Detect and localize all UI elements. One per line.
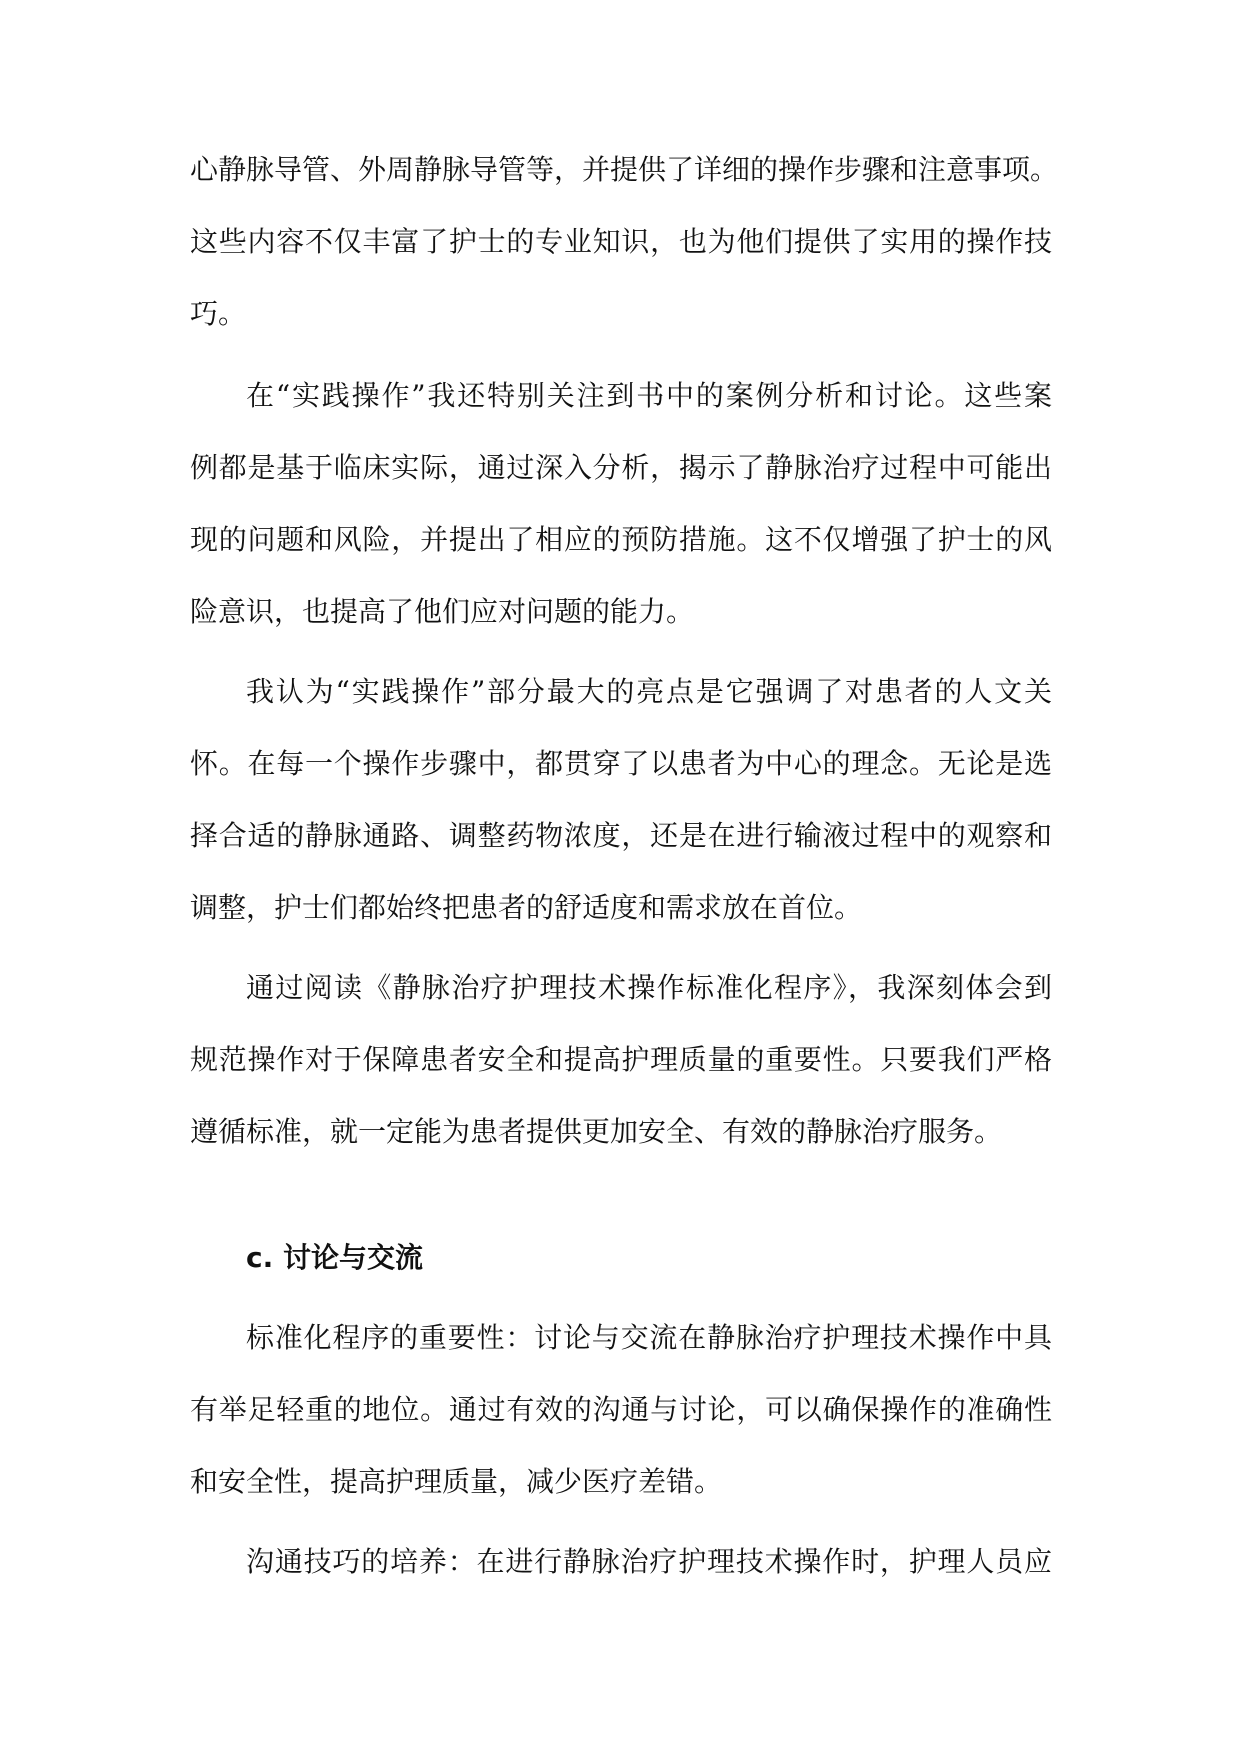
text-line: 沟通技巧的培养：在进行静脉治疗护理技术操作时，护理人员应 <box>246 1545 1052 1578</box>
text-line: 这些内容不仅丰富了护士的专业知识，也为他们提供了实用的操作技 <box>190 225 1052 258</box>
text-line: 遵循标准，就一定能为患者提供更加安全、有效的静脉治疗服务。 <box>190 1115 1003 1148</box>
text-line: 有举足轻重的地位。通过有效的沟通与讨论，可以确保操作的准确性 <box>190 1393 1052 1426</box>
text-line: 怀。在每一个操作步骤中，都贯穿了以患者为中心的理念。无论是选 <box>190 747 1052 780</box>
text-line: 现的问题和风险，并提出了相应的预防措施。这不仅增强了护士的风 <box>190 523 1052 556</box>
text-line: 例都是基于临床实际，通过深入分析，揭示了静脉治疗过程中可能出 <box>190 451 1052 484</box>
text-line: 在“实践操作”我还特别关注到书中的案例分析和讨论。这些案 <box>246 379 1052 412</box>
section-heading: c. 讨论与交流 <box>246 1241 423 1274</box>
text-line: 规范操作对于保障患者安全和提高护理质量的重要性。只要我们严格 <box>190 1043 1052 1076</box>
text-line: 通过阅读《静脉治疗护理技术操作标准化程序》，我深刻体会到 <box>246 971 1052 1004</box>
text-line: 心静脉导管、外周静脉导管等，并提供了详细的操作步骤和注意事项。 <box>190 153 1059 186</box>
text-line: 和安全性，提高护理质量，减少医疗差错。 <box>190 1465 723 1498</box>
text-line: 巧。 <box>190 297 247 330</box>
text-line: 标准化程序的重要性：讨论与交流在静脉治疗护理技术操作中具 <box>246 1321 1052 1354</box>
text-line: 调整，护士们都始终把患者的舒适度和需求放在首位。 <box>190 891 863 924</box>
text-line: 择合适的静脉通路、调整药物浓度，还是在进行输液过程中的观察和 <box>190 819 1052 852</box>
text-line: 我认为“实践操作”部分最大的亮点是它强调了对患者的人文关 <box>246 675 1052 708</box>
text-line: 险意识，也提高了他们应对问题的能力。 <box>190 595 695 628</box>
